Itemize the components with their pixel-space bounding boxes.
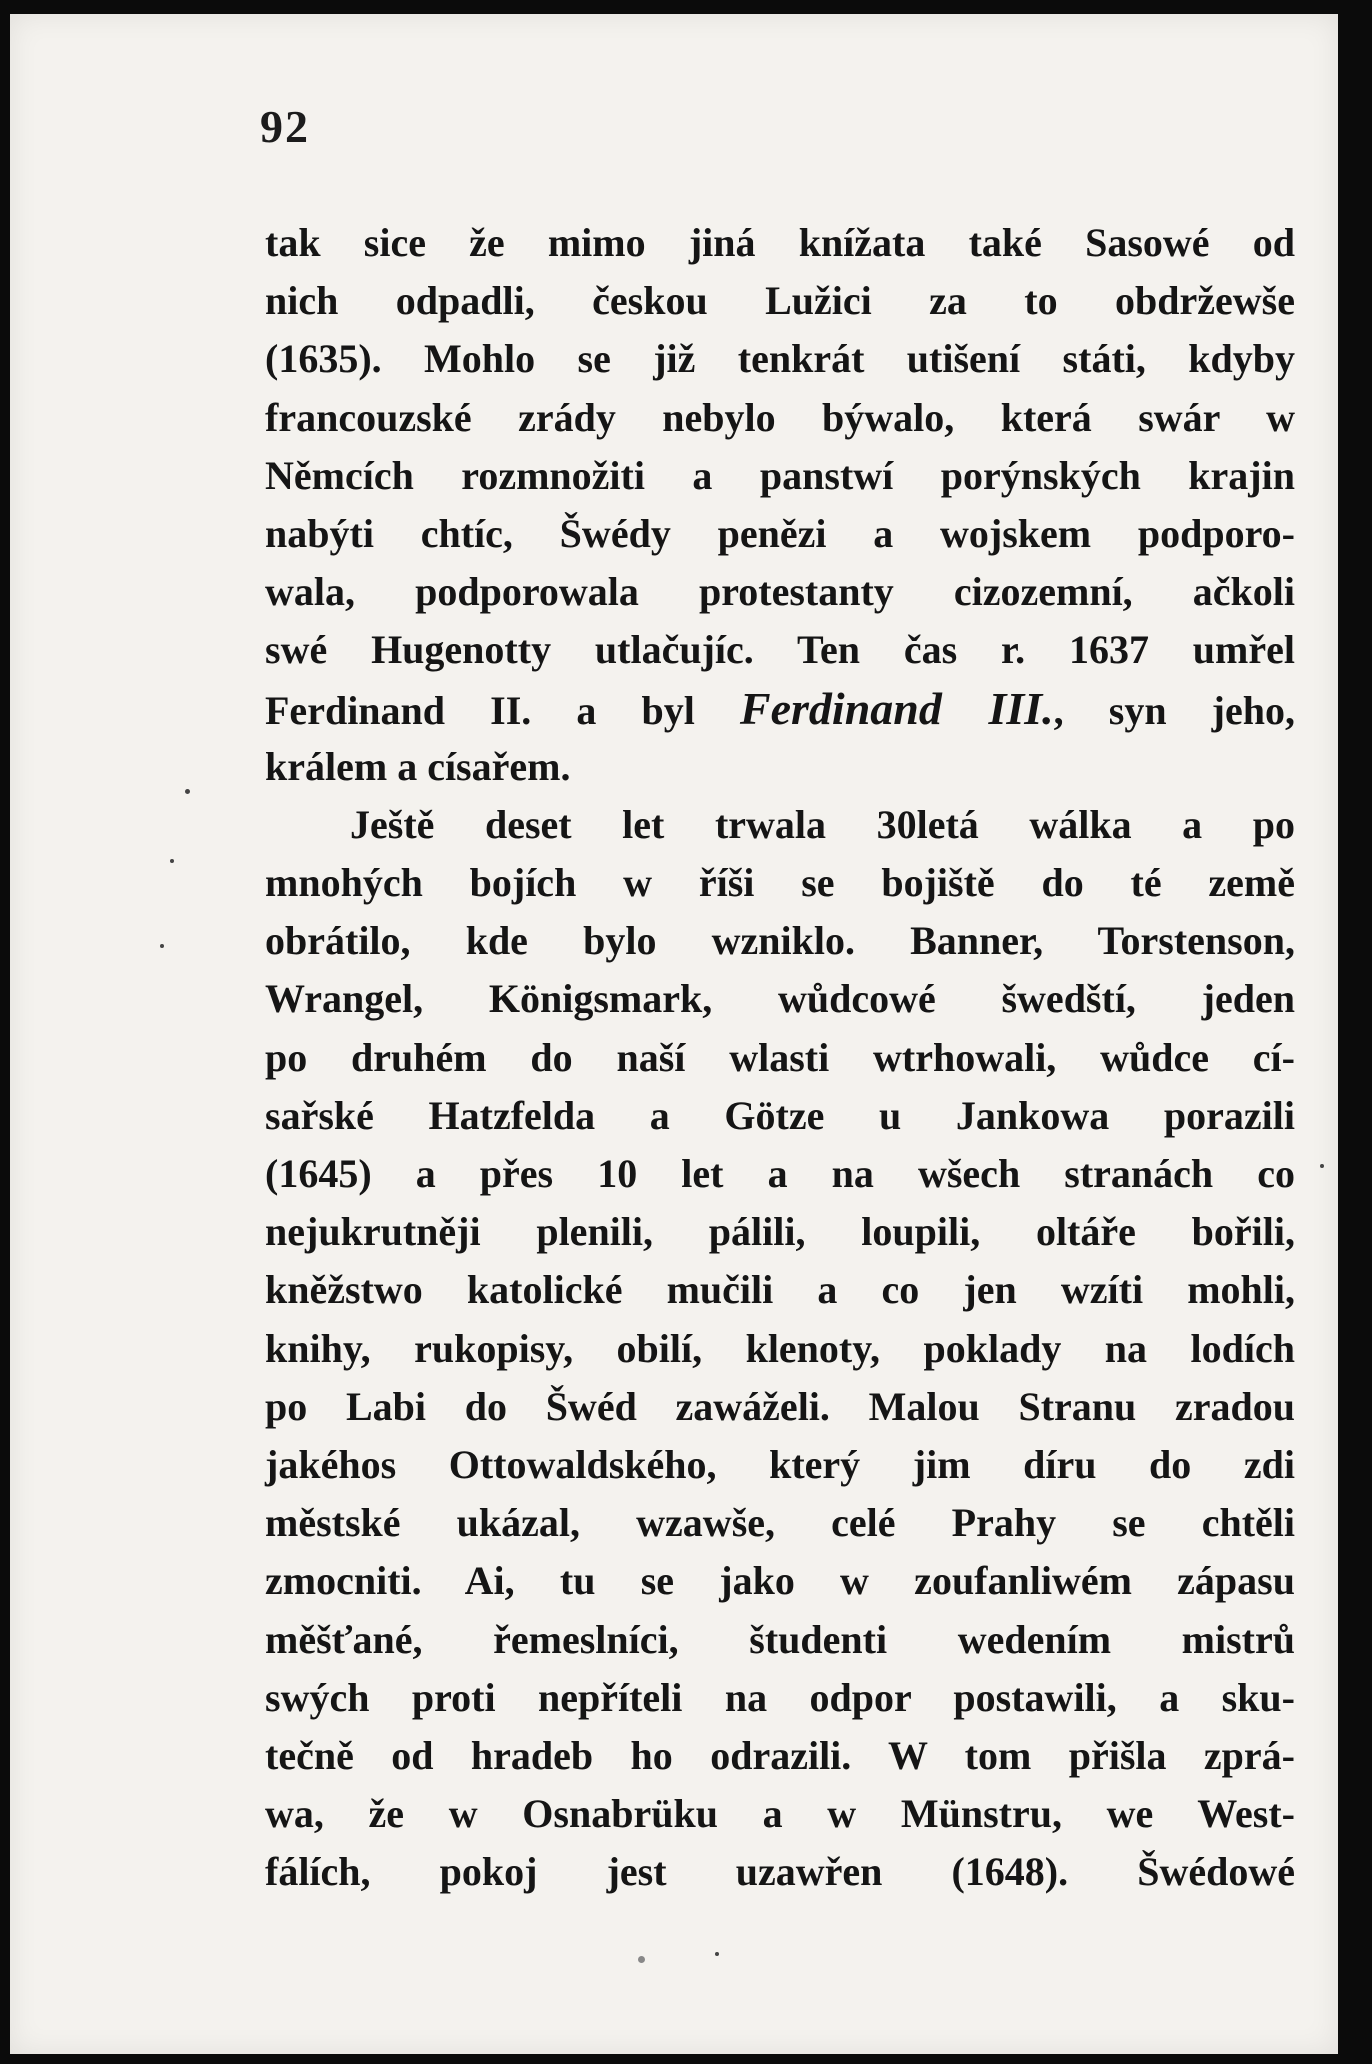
print-speck (715, 1952, 719, 1956)
text-line: zmocniti. Ai, tu se jako w zoufanliwém zápasu (265, 1558, 1295, 1604)
text-line: tečně od hradeb ho odrazili. W tom přišla zprá- (265, 1732, 1295, 1778)
text-line: nich odpadli, českou Lužici za to obdržewše (265, 278, 1295, 324)
page-number: 92 (260, 101, 310, 152)
text-line: fálích, pokoj jest uzawřen (1648). Šwédowé (265, 1849, 1295, 1895)
body-text (265, 214, 1295, 1901)
text-line: mnohých bojích w říši se bojiště do té země (265, 860, 1295, 906)
text-line: měšťané, řemeslníci, študenti wedením mistrů (265, 1616, 1295, 1662)
text-line: wala, podporowala protestanty cizozemní, ačkoli (265, 569, 1295, 615)
print-speck (638, 1956, 645, 1963)
text-line: Ještě deset let trwala 30letá wálka a po (350, 801, 1295, 847)
text-line: kněžstwo katolické mučili a co jen wzíti mohli, (265, 1267, 1295, 1313)
print-speck (160, 944, 164, 948)
text-line: městské ukázal, wzawše, celé Prahy se chtěli (265, 1500, 1295, 1546)
text-line: nejukrutněji plenili, pálili, loupili, oltáře bořili, (265, 1209, 1295, 1255)
text-line: swých proti nepříteli na odpor postawili, a sku- (265, 1674, 1295, 1720)
text-line: obrátilo, kde bylo wzniklo. Banner, Torstenson, (265, 918, 1295, 964)
text-line: králem a císařem. (265, 743, 571, 789)
text-line: sařské Hatzfelda a Götze u Jankowa porazili (265, 1092, 1295, 1138)
text-line: nabýti chtíc, Šwédy penězi a wojskem podporo- (265, 510, 1295, 556)
text-segment: , syn jeho, (1053, 687, 1295, 733)
print-speck (185, 789, 190, 794)
text-line: swé Hugenotty utlačujíc. Ten čas r. 1637 umřel (265, 627, 1295, 673)
text-line: knihy, rukopisy, obilí, klenoty, poklady na lodích (265, 1325, 1295, 1371)
text-line: po druhém do naší wlasti wtrhowali, wůdce cí- (265, 1034, 1295, 1080)
emphasized-name: Ferdinand III. (739, 682, 1054, 734)
text-line: Němcích rozmnožiti a panstwí porýnských krajin (265, 452, 1295, 498)
text-line: Wrangel, Königsmark, wůdcowé šwedští, jeden (265, 976, 1295, 1022)
text-line: jakéhos Ottowaldského, který jim díru do zdi (265, 1441, 1295, 1487)
text-line (265, 680, 1295, 738)
text-line: (1645) a přes 10 let a na wšech stranách co (265, 1151, 1295, 1196)
text-line: francouzské zrády nebylo býwalo, která swár w (265, 394, 1295, 440)
text-line: tak sice že mimo jiná knížata také Sasowé od (265, 220, 1295, 265)
text-line: wa, že w Osnabrüku a w Münstru, we West- (265, 1791, 1295, 1837)
book-page (10, 14, 1338, 2054)
print-speck (1320, 1164, 1324, 1168)
text-line: (1635). Mohlo se již tenkrát utišení státi, kdyby (265, 336, 1295, 382)
print-speck (170, 859, 174, 863)
text-segment: Ferdinand II. a byl (265, 687, 740, 733)
text-line: po Labi do Šwéd zawáželi. Malou Stranu zradou (265, 1383, 1295, 1429)
